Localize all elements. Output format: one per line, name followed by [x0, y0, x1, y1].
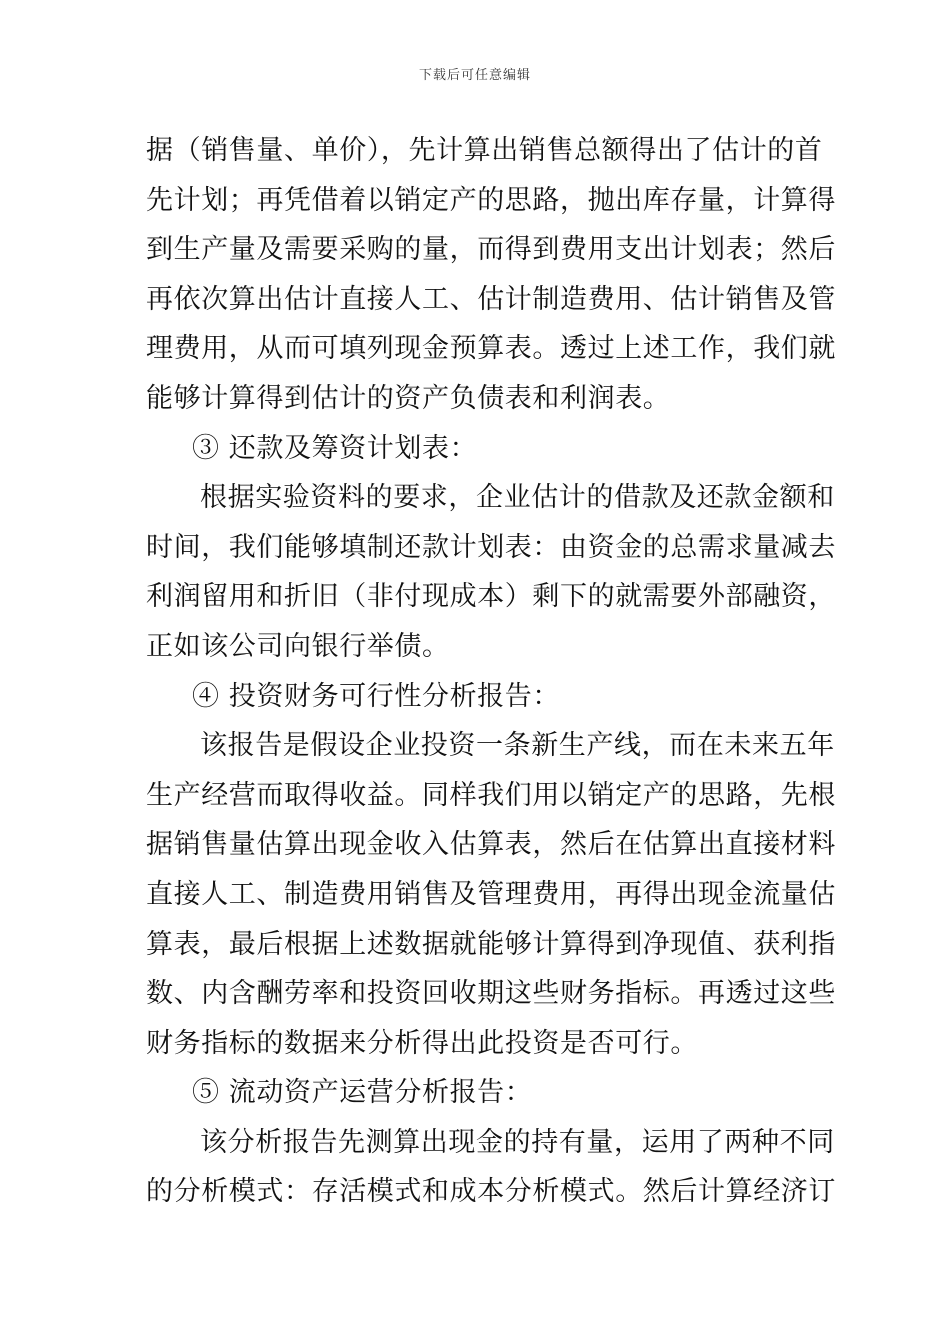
- text-line: 算表，最后根据上述数据就能够计算得到净现值、获利指: [146, 928, 836, 960]
- text-line: 到生产量及需要采购的量，而得到费用支出计划表；然后: [146, 234, 836, 266]
- text-line: 据销售量估算出现金收入估算表，然后在估算出直接材料: [146, 829, 836, 861]
- text-line: 理费用，从而可填列现金预算表。透过上述工作，我们就: [146, 333, 836, 365]
- text-line: 财务指标的数据来分析得出此投资是否可行。: [146, 1027, 698, 1059]
- text-line: 生产经营而取得收益。同样我们用以销定产的思路，先根: [146, 779, 836, 811]
- text-line: 数、内含酬劳率和投资回收期这些财务指标。再透过这些: [146, 978, 836, 1010]
- text-line: 先计划；再凭借着以销定产的思路，抛出库存量，计算得: [146, 184, 836, 216]
- section-heading: ③ 还款及筹资计划表：: [192, 432, 478, 464]
- text-line: 正如该公司向银行举债。: [146, 630, 450, 662]
- section-heading: ④ 投资财务可行性分析报告：: [192, 680, 560, 712]
- text-line: 时间，我们能够填制还款计划表：由资金的总需求量减去: [146, 531, 836, 563]
- text-line: 利润留用和折旧（非付现成本）剩下的就需要外部融资，: [146, 581, 836, 613]
- section-heading: ⑤ 流动资产运营分析报告：: [192, 1077, 533, 1109]
- text-line: 据（销售量、单价），先计算出销售总额得出了估计的首: [146, 135, 823, 166]
- text-line: 再依次算出估计直接人工、估计制造费用、估计销售及管: [146, 283, 836, 315]
- page-header: 下载后可任意编辑: [418, 68, 531, 83]
- text-line: 直接人工、制造费用销售及管理费用，再得出现金流量估: [146, 878, 836, 910]
- paragraph-first-line: 该分析报告先测算出现金的持有量，运用了两种不同: [200, 1126, 835, 1158]
- document-body: [146, 126, 836, 1217]
- text-line: 能够计算得到估计的资产负债表和利润表。: [146, 382, 671, 414]
- paragraph-first-line: 根据实验资料的要求，企业估计的借款及还款金额和: [200, 482, 835, 514]
- text-line: 的分析模式：存活模式和成本分析模式。然后计算经济订: [146, 1176, 836, 1208]
- paragraph-first-line: 该报告是假设企业投资一条新生产线，而在未来五年: [200, 730, 835, 762]
